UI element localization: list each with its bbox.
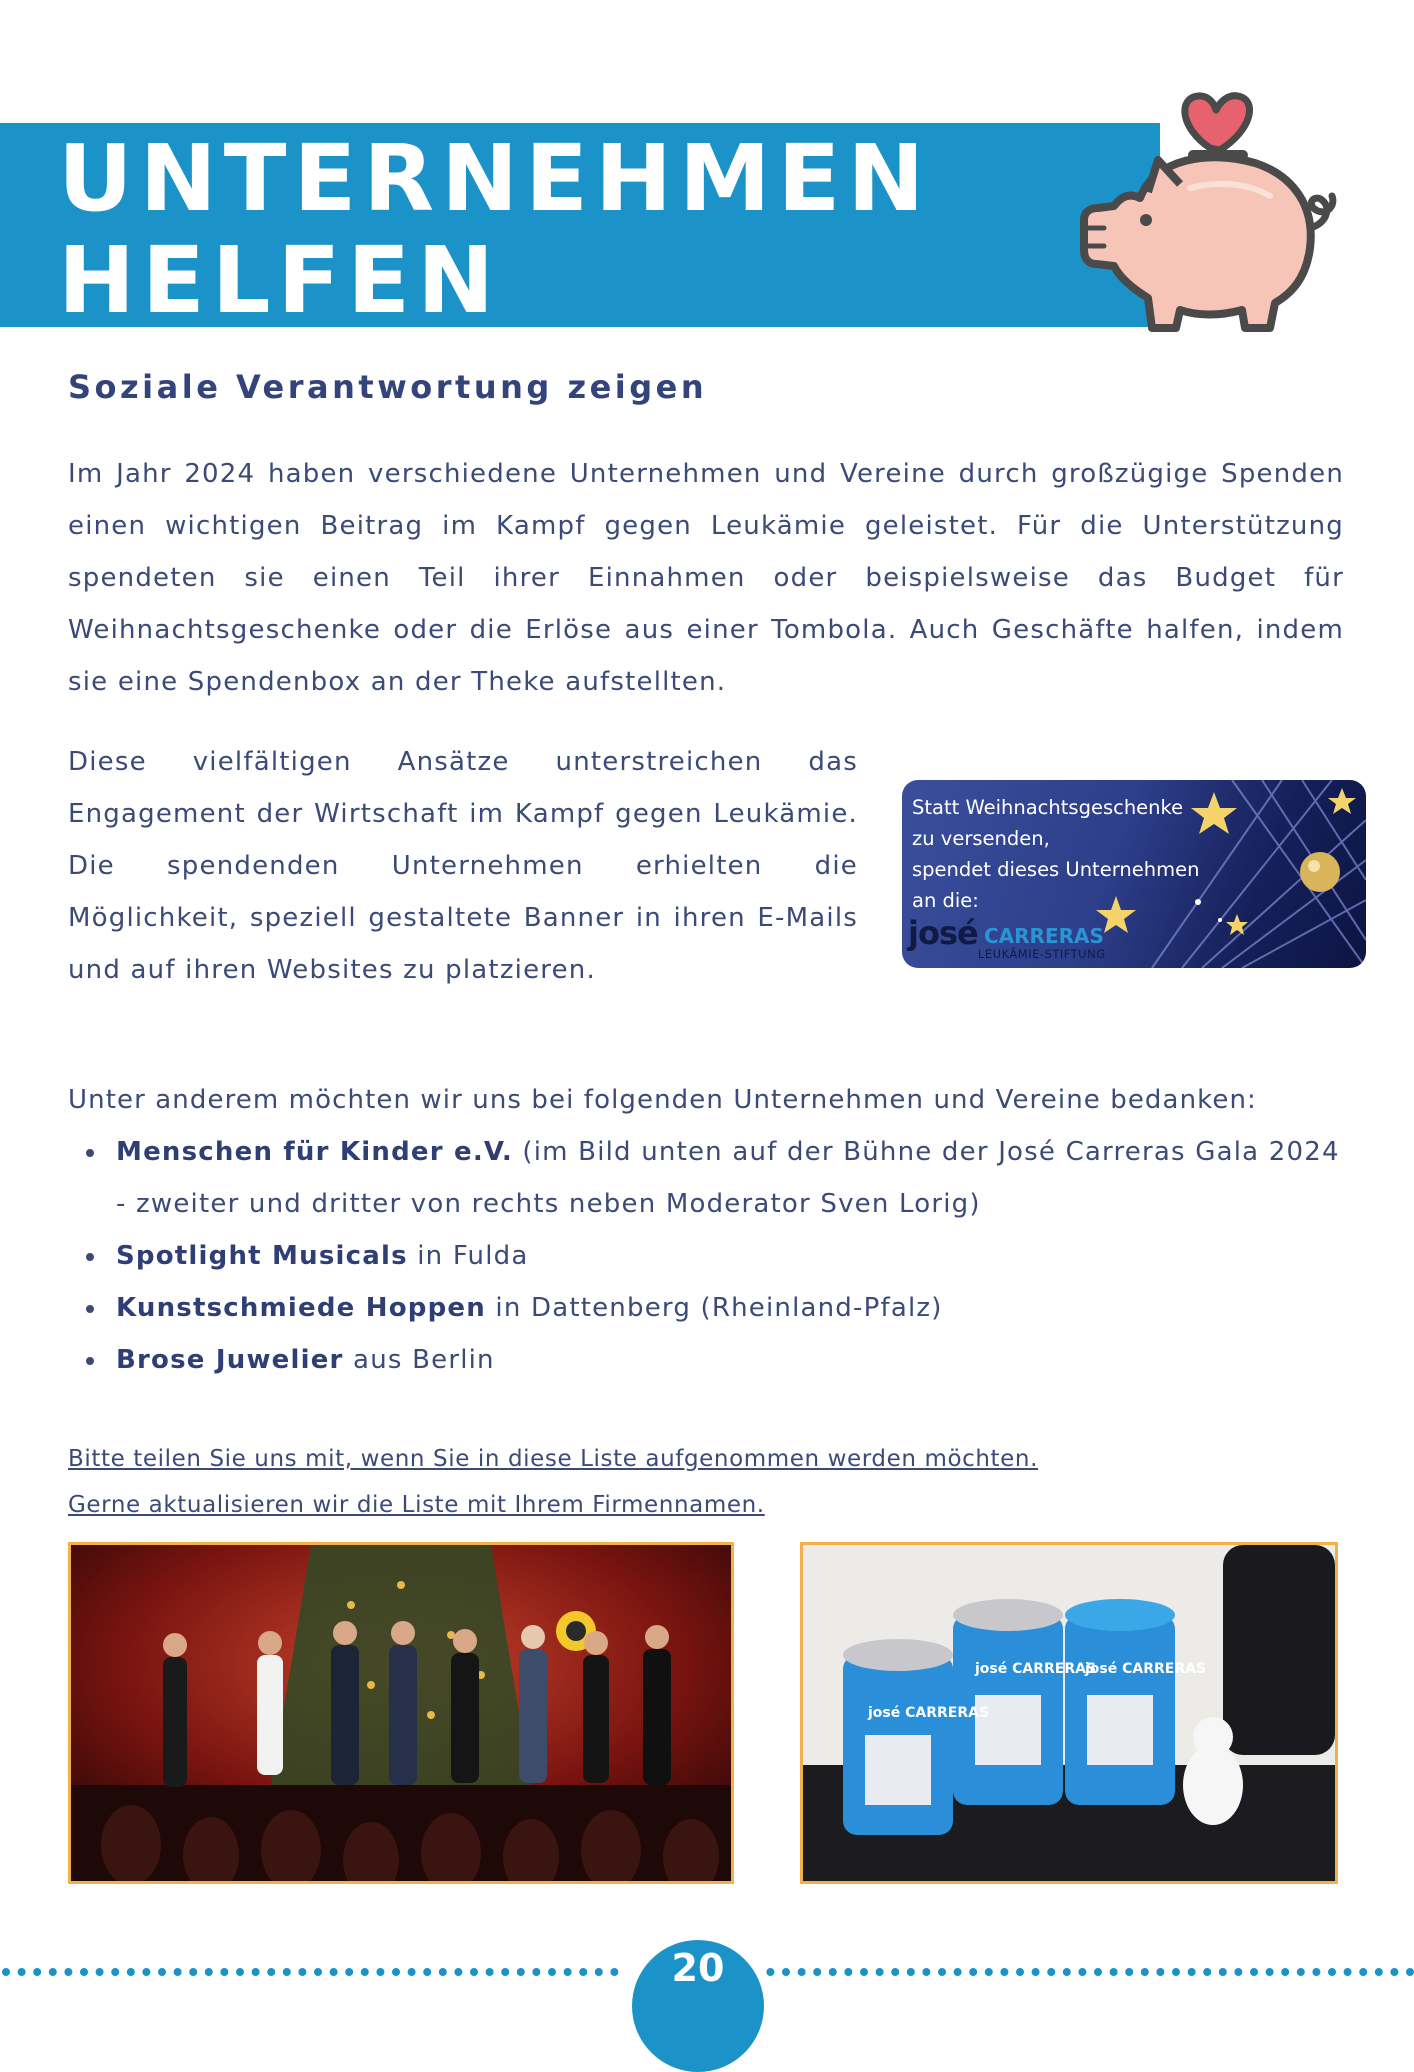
page-title [58, 125, 932, 334]
footer-dot [1297, 1968, 1305, 1976]
footer-dot [532, 1968, 540, 1976]
footer-dot [798, 1968, 806, 1976]
supporter-detail: (im Bild unten auf der Bühne der José Carreras Gala 2024 - zweiter und dritter von rechts neben Moderator Sven Lorig) [116, 1137, 1340, 1219]
footer-dot [517, 1968, 525, 1976]
footer-dot [236, 1968, 244, 1976]
footer-dot [844, 1968, 852, 1976]
donation-banner-image [902, 780, 1366, 968]
banner-brand-logo-part: CARRERAS [984, 924, 1104, 948]
footer-dot [1234, 1968, 1242, 1976]
gala-stage-photo [68, 1542, 734, 1884]
footer-dot [158, 1968, 166, 1976]
footer-dot [876, 1968, 884, 1976]
banner-brand-subtitle: LEUKÄMIE-STIFTUNG [978, 947, 1106, 961]
footer-dot [1156, 1968, 1164, 1976]
footer-dot [1250, 1968, 1258, 1976]
footer-dot [1390, 1968, 1398, 1976]
footer-dot [1172, 1968, 1180, 1976]
footer-dot [1141, 1968, 1149, 1976]
banner-line: zu versenden, [912, 827, 1050, 850]
footer-dot [766, 1968, 774, 1976]
footer-dot [18, 1968, 26, 1976]
footer-dot [314, 1968, 322, 1976]
footer-dot [829, 1968, 837, 1976]
footer-dot [80, 1968, 88, 1976]
footer-dot [891, 1968, 899, 1976]
can-brand-label: josé CARRERAS [1085, 1661, 1207, 1677]
intro-paragraph: Im Jahr 2024 haben verschiedene Unternehmen und Vereine durch großzügige Spenden einen wichtigen Beitrag im Kampf gegen Leukämie geleistet. Für die Unterstützung spendeten sie einen Teil ihrer Einnahmen oder beispielsweise das Budget für Weihnachtsgeschenke oder die Erlöse aus einer Tombola. Auch Geschäfte halfen, indem sie eine Spendenbox an der Theke aufstellten. [68, 459, 1344, 697]
footer-dot [111, 1968, 119, 1976]
footer-dot [470, 1968, 478, 1976]
footer-dot [1110, 1968, 1118, 1976]
footer-dot [595, 1968, 603, 1976]
can-brand-label: josé CARRERAS [868, 1705, 990, 1721]
footer-dot [64, 1968, 72, 1976]
footer-dot [33, 1968, 41, 1976]
footer-dot [969, 1968, 977, 1976]
thanks-intro: Unter anderem möchten wir uns bei folgenden Unternehmen und Vereine bedanken: [68, 1085, 1257, 1115]
supporter-detail: aus Berlin [343, 1345, 495, 1375]
footer-dot [907, 1968, 915, 1976]
footer-dot [174, 1968, 182, 1976]
share-request-link[interactable]: Bitte teilen Sie uns mit, wenn Sie in diese Liste aufgenommen werden möchten. [68, 1446, 1039, 1472]
footer-dot [1125, 1968, 1133, 1976]
supporter-list [68, 1126, 1358, 1386]
footer-dot [782, 1968, 790, 1976]
footer-dot [548, 1968, 556, 1976]
footer-dot [985, 1968, 993, 1976]
footer-dot [423, 1968, 431, 1976]
footer-dot [1344, 1968, 1352, 1976]
contact-links [68, 1436, 1038, 1528]
supporter-detail: in Fulda [407, 1241, 529, 1271]
banner-text [912, 792, 1242, 916]
list-item [68, 1126, 1358, 1230]
donation-cans-illustration [803, 1545, 1335, 1881]
footer-dot [501, 1968, 509, 1976]
footer-dot [298, 1968, 306, 1976]
footer-dot [142, 1968, 150, 1976]
footer-dot [1375, 1968, 1383, 1976]
footer-dot [1266, 1968, 1274, 1976]
footer-dot [1047, 1968, 1055, 1976]
footer-dot [454, 1968, 462, 1976]
banner-line: Statt Weihnachtsgeschenke [912, 796, 1184, 819]
footer-dot [954, 1968, 962, 1976]
footer-dot [1281, 1968, 1289, 1976]
update-list-link[interactable]: Gerne aktualisieren wir die Liste mit Ihrem Firmennamen. [68, 1492, 765, 1518]
banner-line: an die: [912, 889, 979, 912]
footer-dot [252, 1968, 260, 1976]
footer-dot [564, 1968, 572, 1976]
footer-dot [1203, 1968, 1211, 1976]
footer-dot [922, 1968, 930, 1976]
footer-dot [813, 1968, 821, 1976]
footer-dot [610, 1968, 618, 1976]
supporter-name: Kunstschmiede Hoppen [116, 1293, 486, 1323]
list-item [68, 1334, 1358, 1386]
section-subtitle: Soziale Verantwortung zeigen [68, 368, 708, 406]
footer-dot [1094, 1968, 1102, 1976]
supporter-name: Spotlight Musicals [116, 1241, 408, 1271]
footer-dot [96, 1968, 104, 1976]
title-line-1: UNTERNEHMEN [58, 125, 932, 232]
footer-dot [1312, 1968, 1320, 1976]
can-brand-label: josé CARRERAS [975, 1661, 1097, 1677]
footer-dot [1219, 1968, 1227, 1976]
list-item [68, 1230, 1358, 1282]
footer-dot [1188, 1968, 1196, 1976]
footer-dot [439, 1968, 447, 1976]
banner-line: spendet dieses Unternehmen [912, 858, 1200, 881]
footer-dot [345, 1968, 353, 1976]
footer-dot [1016, 1968, 1024, 1976]
gala-stage-illustration [71, 1545, 731, 1881]
footer-dot [1000, 1968, 1008, 1976]
footer-dot [1063, 1968, 1071, 1976]
footer-dot [392, 1968, 400, 1976]
footer-dot [205, 1968, 213, 1976]
footer-dot [220, 1968, 228, 1976]
list-item [68, 1282, 1358, 1334]
footer-dot [376, 1968, 384, 1976]
donation-boxes-photo [800, 1542, 1338, 1884]
footer-dot [1032, 1968, 1040, 1976]
footer-dot [49, 1968, 57, 1976]
footer-dot [860, 1968, 868, 1976]
engagement-paragraph: Diese vielfältigen Ansätze unterstreichen das Engagement der Wirtschaft im Kampf gegen Leukämie. Die spendenden Unternehmen erhielten die Möglichkeit, speziell gestaltete Banner in ihren E-Mails und auf ihren Websites zu platzieren. [68, 747, 858, 985]
footer-dot [486, 1968, 494, 1976]
footer-dot [1406, 1968, 1414, 1976]
supporter-name: Menschen für Kinder e.V. [116, 1137, 513, 1167]
footer-dot [408, 1968, 416, 1976]
banner-brand-logo: josé [908, 914, 978, 952]
page-number: 20 [671, 1946, 725, 1990]
footer-dot [1078, 1968, 1086, 1976]
footer-dot [189, 1968, 197, 1976]
footer-dot [579, 1968, 587, 1976]
piggy-bank-heart-icon [1070, 88, 1340, 338]
footer-dot [1359, 1968, 1367, 1976]
footer-dot [2, 1968, 10, 1976]
footer-dot [330, 1968, 338, 1976]
footer-dot [127, 1968, 135, 1976]
supporter-detail: in Dattenberg (Rheinland-Pfalz) [485, 1293, 943, 1323]
supporter-name: Brose Juwelier [116, 1345, 344, 1375]
footer-dot [267, 1968, 275, 1976]
footer-dot [361, 1968, 369, 1976]
footer-dot [938, 1968, 946, 1976]
footer-dot [283, 1968, 291, 1976]
title-line-2: HELFEN [58, 227, 502, 334]
footer-dot [1328, 1968, 1336, 1976]
